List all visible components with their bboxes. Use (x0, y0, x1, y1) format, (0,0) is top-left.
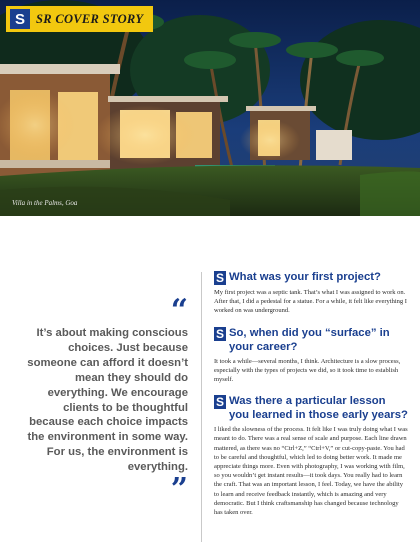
question-title: So, when did you “surface” in your career? (229, 326, 390, 353)
badge-label: SR COVER STORY (36, 11, 144, 26)
hero-photo (0, 0, 420, 216)
question-heading (214, 326, 408, 354)
close-quote-icon: ” (170, 472, 188, 508)
pull-quote (18, 293, 188, 508)
answer-text: My first project was a septic tank. That’s what I was assigned to work on. After that, I did a pedestal for a statue. For a while, it felt like everything I worked on was underground. (214, 289, 407, 315)
s-logo-icon: S (215, 326, 224, 341)
question-heading (214, 394, 408, 422)
pull-quote-text: It’s about making conscious choices. Just because someone can afford it doesn’t mean they should do everything. We encourage clients to be thoughtful because each choice impacts the environment in some way. For us, the environment is everything. (27, 327, 188, 474)
interview-item (214, 326, 408, 385)
answer-text: It took a while—several months, I think. Architecture is a slow process, especially with the types of projects we did, so it took time to establish myself. (214, 357, 401, 384)
interview-item (214, 270, 408, 316)
answer-text: I liked the slowness of the process. It felt like I was truly doing what I was meant to do. There was a real sense of scale and purpose. Each line drawn mattered, as there was no “Ctrl+Z,” “Ctrl+V,” or cut-copy-paste. You had to be careful and thoughtful, which led to doing better work. It made me appreciate things more. Even with photography, I was working with film, so you wouldn’t get instant results—it took days. You really had to learn the craft. That was an important lesson, I feel. Today, we have the ability to learn and receive feedback instantly, which is amazing and very democratic. But I think craftsmanship has changed because technology has taken over. (214, 426, 408, 517)
sr-logo-icon: S (10, 9, 30, 29)
question-title: Was there a particular lesson you learned in those early years? (229, 395, 408, 422)
question-title: What was your first project? (229, 271, 381, 283)
villa-photo-illustration (0, 0, 420, 216)
s-logo-icon: S (215, 271, 224, 285)
column-divider (201, 272, 202, 542)
s-logo-icon: S (215, 395, 224, 410)
interview-item (214, 394, 408, 517)
cover-story-badge (6, 6, 153, 32)
photo-caption: Villa in the Palms, Goa (12, 199, 78, 207)
open-quote-icon: “ (170, 293, 188, 328)
question-heading (214, 270, 408, 285)
interview-column (214, 270, 408, 527)
